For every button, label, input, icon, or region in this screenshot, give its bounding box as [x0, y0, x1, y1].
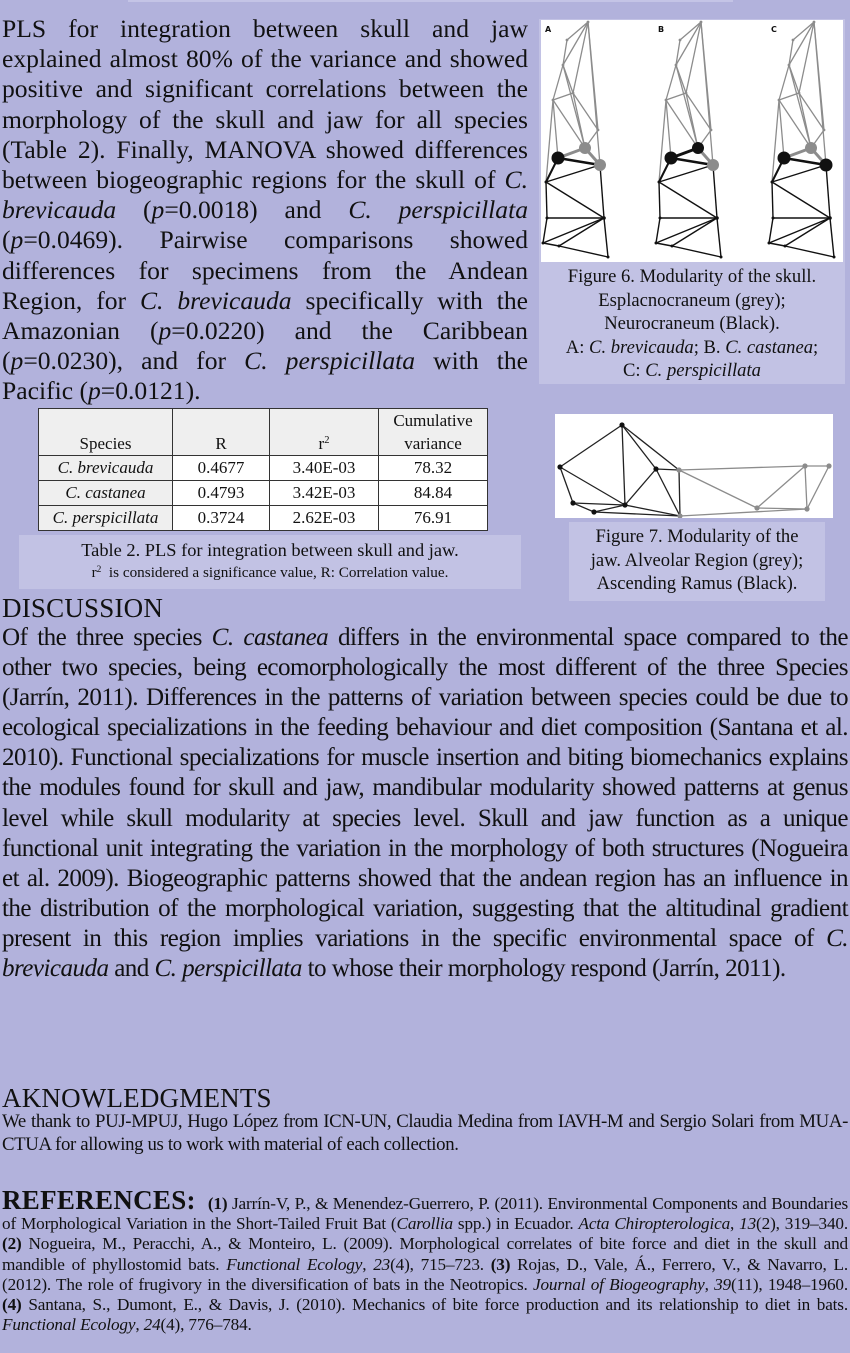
- svg-text:B: B: [658, 25, 665, 34]
- cell-r2: 3.42E-03: [270, 481, 379, 506]
- discussion-paragraph: Of the three species C. castanea differs in the environmental space compared to the other two species, being ecomorphologically the most different of the three Species (Jarrín, 2011). Differences in the patterns of variation between species could be due to ecological specializations in the feeding behaviour and diet composition (Santana et al. 2010). Functional specializations for muscle insertion and biting biomechanics explains the modules found for skull and jaw, mandibular modularity showed patterns at genus level while skull modularity at species level. Skull and jaw function as a unique functional unit integrating the variation in the morphology of both structures (Nogueira et al. 2009). Biogeographic patterns showed that the andean region has an influence in the distribution of the morphological variation, suggesting that the altitudinal gradient present in this region implies variations in the specific environmental space of C. brevicauda and C. perspicillata to whose their morphology respond (Jarrín, 2011).: [2, 624, 849, 983]
- cell-r2: 2.62E-03: [270, 506, 379, 531]
- header-cumulative-variance: Cumulative variance: [379, 409, 488, 456]
- cell-r: 0.4677: [173, 456, 270, 481]
- cell-r: 0.3724: [173, 506, 270, 531]
- caption-line: Figure 6. Modularity of the skull.: [567, 266, 817, 287]
- header-r: R: [173, 409, 270, 456]
- cell-species: C. castanea: [39, 481, 173, 506]
- cell-cumulative-variance: 78.32: [379, 456, 488, 481]
- caption-line: C: C. perspicillata: [623, 360, 761, 381]
- cell-r2: 3.40E-03: [270, 456, 379, 481]
- table-2-caption: [19, 535, 521, 589]
- table-row: [39, 456, 488, 481]
- references-section: [2, 1185, 849, 1335]
- header-r2: $r^2$: [270, 409, 379, 456]
- header-species: Species: [39, 409, 173, 456]
- caption-line: Esplacnocraneum (grey);: [598, 289, 786, 311]
- table-caption-note: $r^2$ is considered a significance value, R: Correlation value.: [91, 564, 449, 581]
- references-list: (1) Jarrín-V, P., & Menendez-Guerrero, P. (2011). Environmental Components and Boundaries of Morphological Variation in the Short-Tailed Fruit Bat (Carollia spp.) in Ecuador. Acta Chiropterologica, 13(2), 319–340. (2) Nogueira, M., Peracchi, A., & Monteiro, L. (2009). Morphological correlates of bite force and diet in the skull and mandible of phyllostomid bats. Functional Ecology, 23(4), 715–723. (3) Rojas, D., Vale, Á., Ferrero, V., & Navarro, L. (2012). The role of frugivory in the diversification of bats in the Neotropics. Journal of Biogeography, 39(11), 1948–1960. (4) Santana, S., Dumont, E., & Davis, J. (2010). Mechanics of bite force production and its relationship to diet in bats. Functional Ecology, 24(4), 776–784.: [2, 1194, 849, 1335]
- results-paragraph: PLS for integration between skull and jaw explained almost 80% of the variance and showed positive and significant correlations between the morphology of the skull and jaw for all species (Table 2). Finally, MANOVA showed differences between biogeographic regions for the skull of C. brevicauda (p=0.0018) and C. perspicillata (p=0.0469). Pairwise comparisons showed differences for specimens from the Andean Region, for C. brevicauda specifically with the Amazonian (p=0.0220) and the Caribbean (p=0.0230), and for C. perspicillata with the Pacific (p=0.0121).: [2, 14, 528, 406]
- cell-species: C. brevicauda: [39, 456, 173, 481]
- figure-7: [555, 414, 833, 518]
- jaw-modularity-diagram: [555, 414, 833, 518]
- acknowledgments-section: [2, 1083, 272, 1113]
- figure-6: [539, 19, 845, 384]
- table-caption-title: Table 2. PLS for integration between skull and jaw.: [81, 540, 459, 560]
- top-edge-strip: [128, 0, 733, 2]
- table-row: [39, 506, 488, 531]
- figure-7-caption-line: jaw. Alveolar Region (grey);: [590, 549, 804, 571]
- cell-cumulative-variance: 76.91: [379, 506, 488, 531]
- cell-cumulative-variance: 84.84: [379, 481, 488, 506]
- table-header-row: [39, 409, 488, 456]
- table-2-pls: [38, 408, 488, 531]
- discussion-heading: DISCUSSION: [2, 593, 164, 623]
- acknowledgments-heading: AKNOWLEDGMENTS: [2, 1083, 272, 1113]
- caption-line: Neurocraneum (Black).: [604, 313, 780, 334]
- svg-text:A: A: [545, 25, 552, 34]
- references-heading: REFERENCES:: [2, 1185, 196, 1215]
- cell-species: C. perspicillata: [39, 506, 173, 531]
- cell-r: 0.4793: [173, 481, 270, 506]
- acknowledgments-text: We thank to PUJ-MPUJ, Hugo López from ICN-UN, Claudia Medina from IAVH-M and Sergio Solari from MUA-CTUA for allowing us to work with material of each collection.: [2, 1111, 848, 1155]
- figure-6-caption: [539, 265, 845, 383]
- table-row: [39, 481, 488, 506]
- figure-7-caption-line: Figure 7. Modularity of the: [595, 526, 799, 547]
- skull-modularity-diagram: [541, 20, 843, 262]
- discussion-section: [2, 593, 163, 623]
- svg-text:C: C: [771, 25, 777, 34]
- caption-line: A: C. brevicauda; B. C. castanea;: [565, 336, 819, 358]
- figure-7-caption-line: Ascending Ramus (Black).: [596, 573, 798, 594]
- figure-7-caption: [569, 522, 825, 601]
